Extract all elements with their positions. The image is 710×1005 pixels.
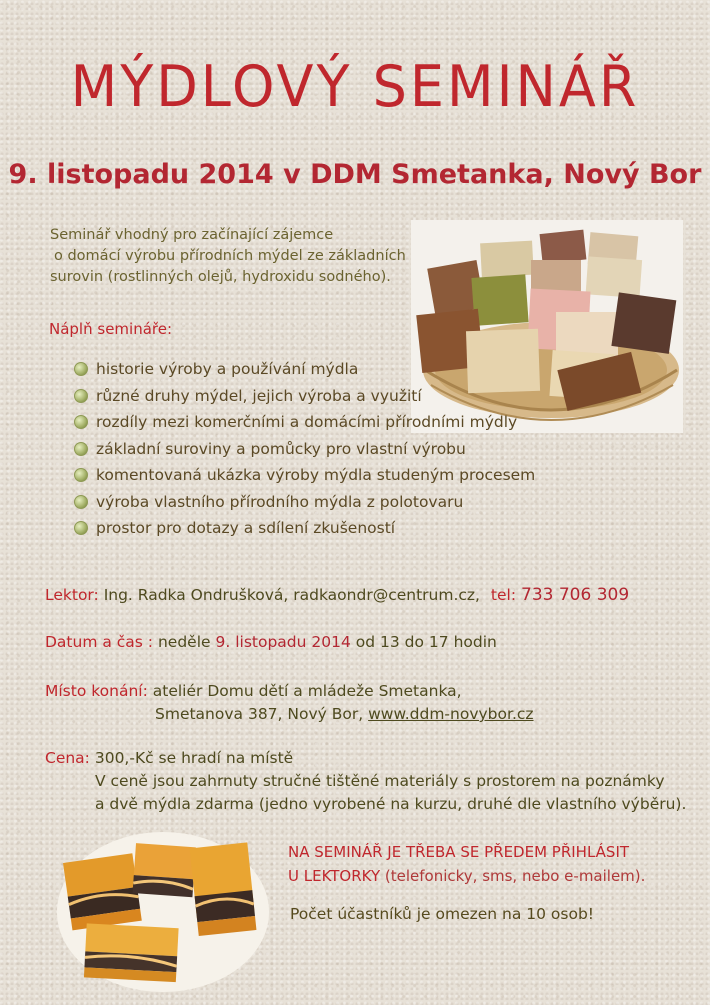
list-item <box>74 436 535 463</box>
bullet-icon <box>74 362 88 376</box>
topic-text: různé druhy mýdel, jejich výroba a využití <box>96 386 422 405</box>
price-detail-line: V ceně jsou zahrnuty stručné tištěné materiály s prostorem na poznámky <box>95 772 665 790</box>
lecturer-name: Ing. Radka Ondrušková, <box>103 586 289 604</box>
soap-bars-image <box>55 828 270 993</box>
topic-text: komentovaná ukázka výroby mýdla studeným procesem <box>96 466 536 485</box>
soap-bars-photo <box>55 828 270 993</box>
datetime-date: 9. listopadu 2014 <box>215 633 351 651</box>
intro-text <box>50 225 430 288</box>
bullet-icon <box>74 521 88 535</box>
intro-line: surovin (rostlinných olejů, hydroxidu sodného). <box>50 269 391 285</box>
lecturer-info <box>45 585 629 605</box>
list-item <box>74 356 535 383</box>
topic-text: historie výroby a používání mýdla <box>96 360 359 379</box>
intro-line: Seminář vhodný pro začínající zájemce <box>50 227 334 243</box>
list-item <box>74 489 535 516</box>
bullet-icon <box>74 495 88 509</box>
bullet-icon <box>74 468 88 482</box>
venue-line1: ateliér Domu dětí a mládeže Smetanka, <box>152 682 462 700</box>
registration-line1: NA SEMINÁŘ JE TŘEBA SE PŘEDEM PŘIHLÁSIT <box>288 843 630 861</box>
list-item <box>74 515 535 542</box>
list-item <box>74 383 535 410</box>
capacity-note: Počet účastníků je omezen na 10 osob! <box>290 905 595 923</box>
topic-text: prostor pro dotazy a sdílení zkušeností <box>96 519 396 538</box>
registration-line2-caps: U LEKTORKY <box>288 867 381 885</box>
list-item <box>74 462 535 489</box>
lecturer-label: Lektor: <box>45 586 99 604</box>
intro-line: o domácí výrobu přírodních mýdel ze základních <box>54 248 406 264</box>
price-info <box>45 749 293 767</box>
list-item <box>74 409 535 436</box>
datetime-time: od 13 do 17 hodin <box>355 633 497 651</box>
price-detail-line: a dvě mýdla zdarma (jedno vyrobené na kurzu, druhé dle vlastního výběru). <box>95 795 687 813</box>
bullet-icon <box>74 389 88 403</box>
event-date-location: 9. listopadu 2014 v DDM Smetanka, Nový Bor <box>8 159 702 190</box>
venue-info <box>45 682 462 700</box>
topic-text: rozdíly mezi komerčními a domácími přírodními mýdly <box>96 413 518 432</box>
venue-url-link[interactable]: www.ddm-novybor.cz <box>368 705 534 723</box>
venue-address <box>155 705 534 723</box>
registration-notice <box>288 840 645 888</box>
bullet-icon <box>74 442 88 456</box>
bullet-icon <box>74 415 88 429</box>
content-heading: Náplň semináře: <box>49 320 173 338</box>
datetime-day: neděle <box>157 633 211 651</box>
datetime-label: Datum a čas : <box>45 633 154 651</box>
topics-list <box>74 356 535 542</box>
datetime-info <box>45 633 497 651</box>
venue-line2: Smetanova 387, Nový Bor, <box>155 705 364 723</box>
price-amount: 300,-Kč se hradí na místě <box>94 749 294 767</box>
page-title: MÝDLOVÝ SEMINÁŘ <box>70 53 640 120</box>
registration-line2-rest: (telefonicky, sms, nebo e-mailem). <box>384 867 646 885</box>
venue-label: Místo konání: <box>45 682 148 700</box>
phone-label: tel: <box>490 586 517 604</box>
lecturer-phone[interactable]: 733 706 309 <box>521 585 630 605</box>
topic-text: základní suroviny a pomůcky pro vlastní výrobu <box>96 439 466 458</box>
topic-text: výroba vlastního přírodního mýdla z polotovaru <box>96 492 464 511</box>
price-label: Cena: <box>45 749 90 767</box>
lecturer-email[interactable]: radkaondr@centrum.cz, <box>293 586 480 604</box>
